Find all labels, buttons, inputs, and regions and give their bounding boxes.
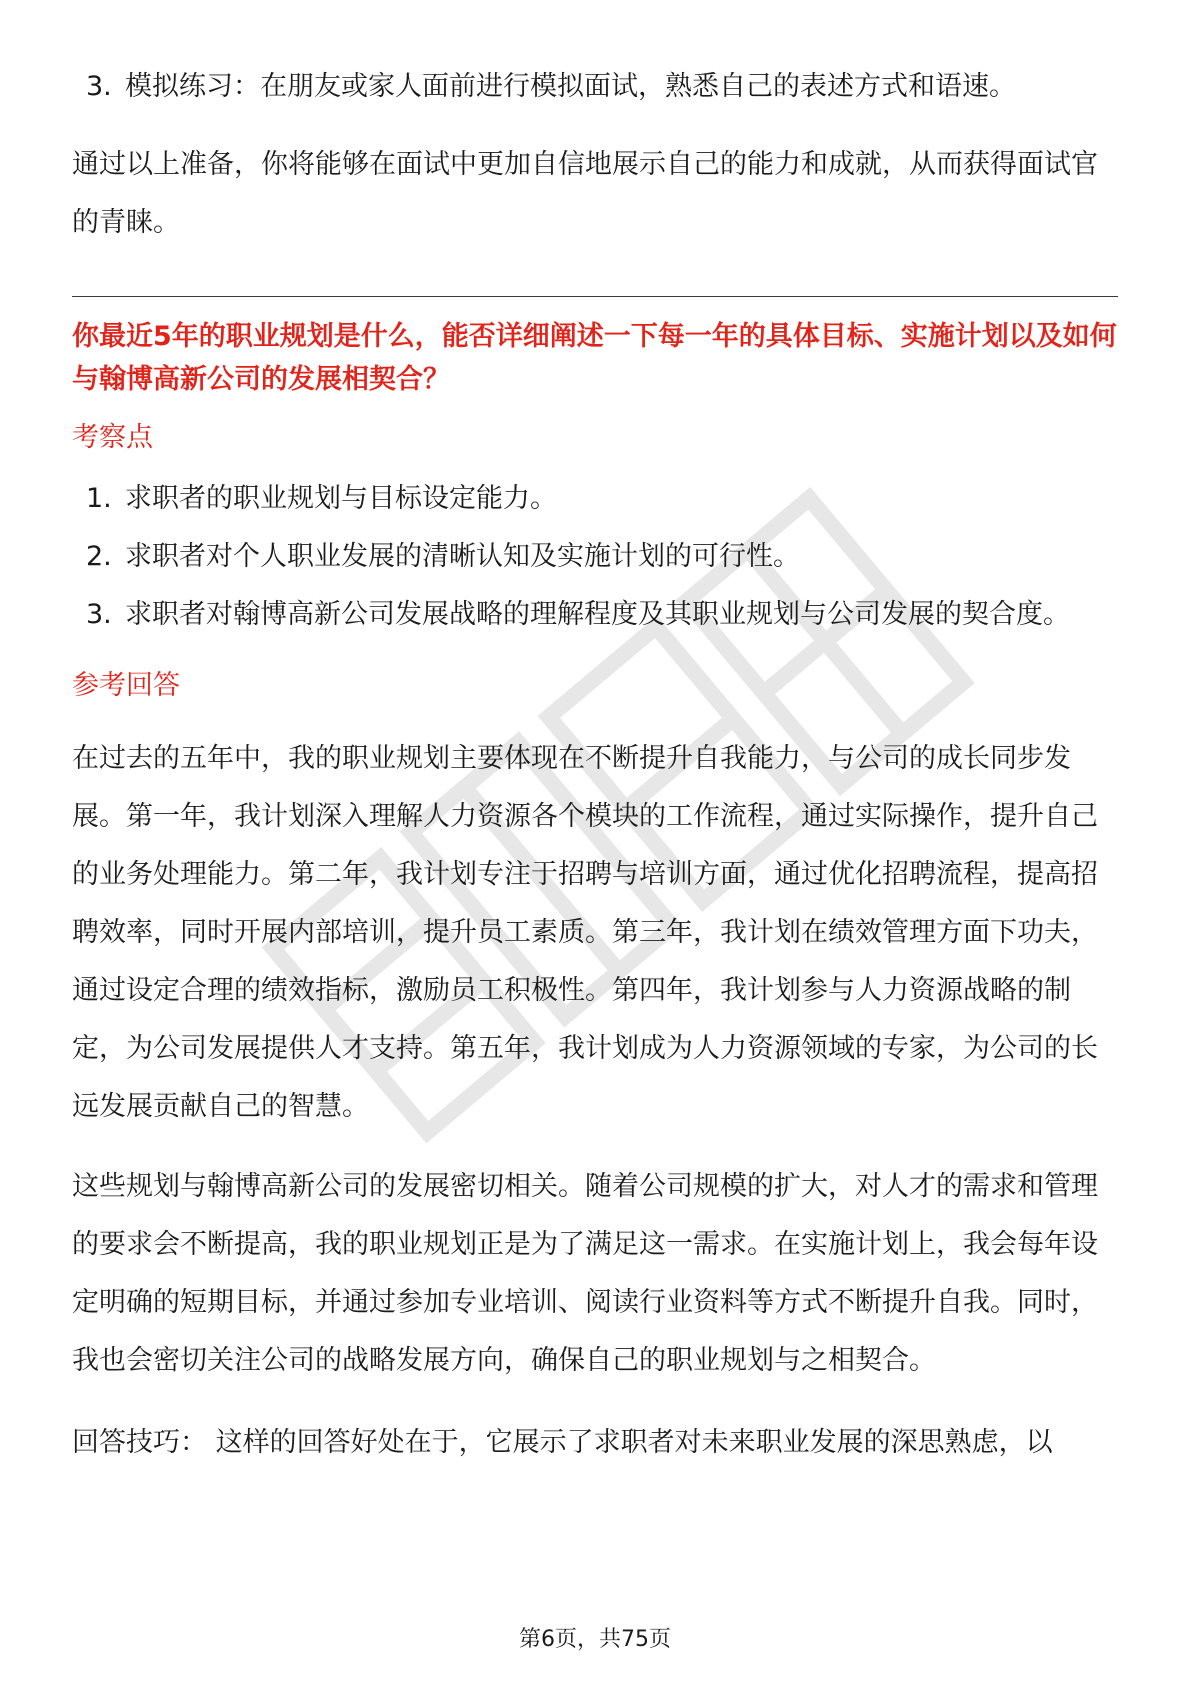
list-item (72, 586, 1118, 644)
preparation-summary: 通过以上准备，你将能够在面试中更加自信地展示自己的能力和成就，从而获得面试官的青睐。 (72, 149, 1098, 238)
list-item-text: 模拟练习：在朋友或家人面前进行模拟面试，熟悉自己的表述方式和语速。 (125, 71, 1016, 102)
reference-answer-title: 参考回答 (72, 670, 180, 701)
list-item-text: 求职者对个人职业发展的清晰认知及实施计划的可行性。 (125, 541, 800, 572)
list-item-text: 求职者的职业规划与目标设定能力。 (125, 483, 557, 514)
list-item-text: 求职者对翰博高新公司发展战略的理解程度及其职业规划与公司发展的契合度。 (125, 599, 1070, 630)
section-divider (72, 296, 1118, 297)
list-item-number: 3. (86, 71, 112, 102)
answer-tip: 回答技巧： 这样的回答好处在于，它展示了求职者对未来职业发展的深思熟虑，以 (72, 1427, 1053, 1458)
assessment-list (72, 470, 1118, 644)
reference-paragraph: 这些规划与翰博高新公司的发展密切相关。随着公司规模的扩大，对人才的需求和管理的要求会不断提高，我的职业规划正是为了满足这一需求。在实施计划上，我会每年设定明确的短期目标，并通过参加专业培训、阅读行业资料等方式不断提升自我。同时，我也会密切关注公司的战略发展方向，确保自己的职业规划与之相契合。 (72, 1171, 1098, 1376)
page-content (72, 58, 1118, 1472)
list-item (72, 58, 1118, 116)
list-item-number: 3. (86, 599, 112, 630)
list-item-number: 1. (86, 483, 112, 514)
list-item-number: 2. (86, 541, 112, 572)
interview-question: 你最近5年的职业规划是什么，能否详细阐述一下每一年的具体目标、实施计划以及如何与翰博高新公司的发展相契合？ (72, 321, 1117, 395)
preparation-list (72, 58, 1118, 116)
list-item (72, 470, 1118, 528)
reference-paragraph: 在过去的五年中，我的职业规划主要体现在不断提升自我能力，与公司的成长同步发展。第一年，我计划深入理解人力资源各个模块的工作流程，通过实际操作，提升自己的业务处理能力。第二年，我计划专注于招聘与培训方面，通过优化招聘流程，提高招聘效率，同时开展内部培训，提升员工素质。第三年，我计划在绩效管理方面下功夫，通过设定合理的绩效指标，激励员工积极性。第四年，我计划参与人力资源战略的制定，为公司发展提供人才支持。第五年，我计划成为人力资源领域的专家，为公司的长远发展贡献自己的智慧。 (72, 743, 1098, 1122)
assessment-title: 考察点 (72, 422, 153, 453)
page-number: 第6页，共75页 (519, 1627, 671, 1652)
list-item (72, 528, 1118, 586)
